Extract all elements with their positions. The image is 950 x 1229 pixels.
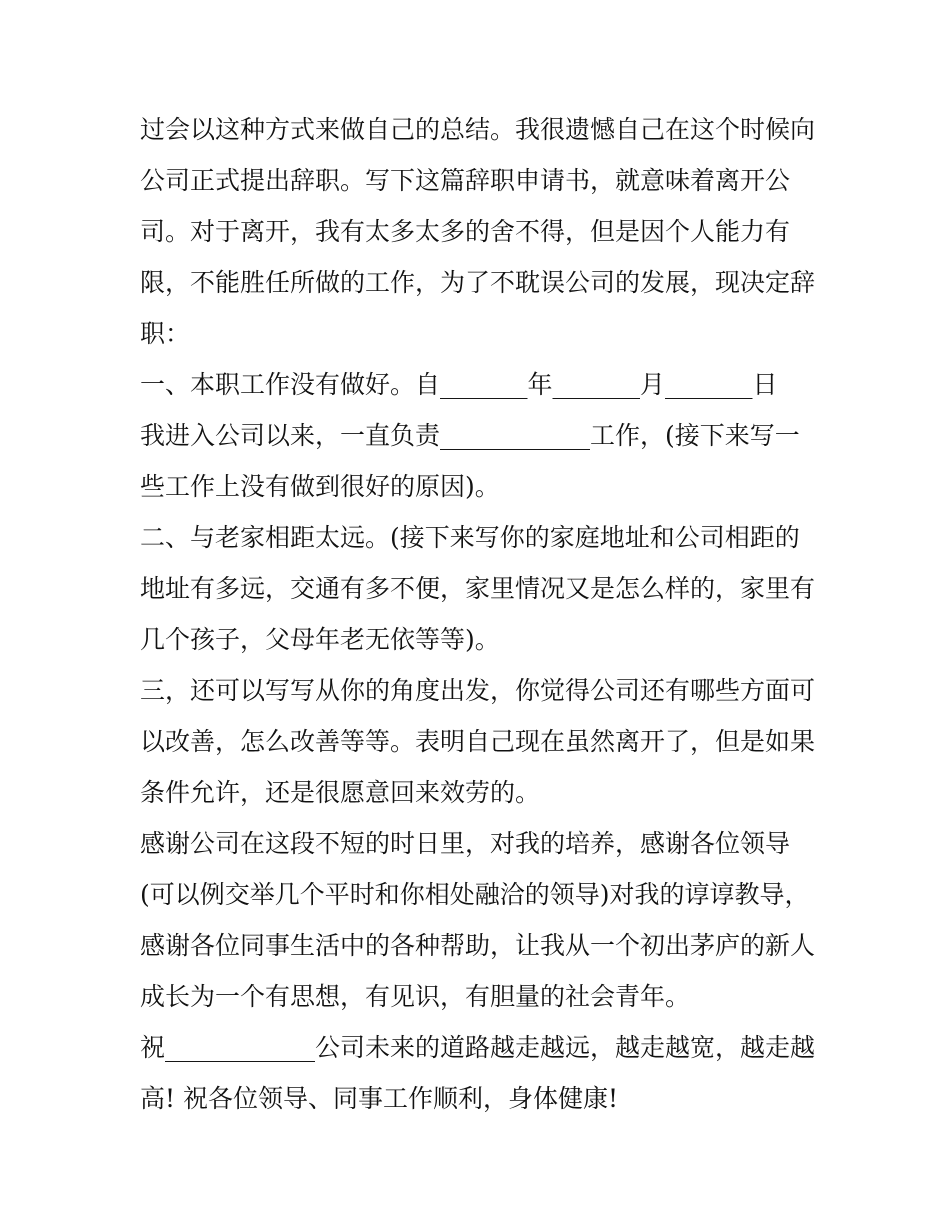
body-line: 限，不能胜任所做的工作，为了不耽误公司的发展，现决定辞 — [140, 268, 816, 297]
body-line: 一、本职工作没有做好。自_______年_______月_______日 — [140, 370, 778, 399]
body-line: 职： — [140, 319, 191, 348]
body-line: 司。对于离开，我有太多太多的舍不得，但是因个人能力有 — [140, 217, 791, 246]
body-line: 过会以这种方式来做自己的总结。我很遗憾自己在这个时候向 — [140, 115, 816, 144]
body-line: 祝____________公司未来的道路越走越远，越走越宽，越走越 — [140, 1033, 816, 1062]
body-line: 我进入公司以来，一直负责____________工作，(接下来写一 — [140, 421, 800, 450]
body-line: 二、与老家相距太远。(接下来写你的家庭地址和公司相距的 — [140, 523, 800, 552]
body-line: 几个孩子，父母年老无依等等)。 — [140, 625, 500, 654]
body-line: 高! 祝各位领导、同事工作顺利，身体健康! — [140, 1084, 619, 1113]
document-body — [140, 104, 820, 1124]
body-line: 地址有多远，交通有多不便，家里情况又是怎么样的，家里有 — [140, 574, 816, 603]
body-line: 以改善，怎么改善等等。表明自己现在虽然离开了，但是如果 — [140, 727, 816, 756]
body-line: 三，还可以写写从你的角度出发，你觉得公司还有哪些方面可 — [140, 676, 816, 705]
body-line: 公司正式提出辞职。写下这篇辞职申请书，就意味着离开公 — [140, 166, 791, 195]
body-line: 感谢各位同事生活中的各种帮助，让我从一个初出茅庐的新人 — [140, 931, 816, 960]
body-line: 条件允许，还是很愿意回来效劳的。 — [140, 778, 541, 807]
body-line: 感谢公司在这段不短的时日里，对我的培养，感谢各位领导 — [140, 829, 791, 858]
body-line: 成长为一个有思想，有见识，有胆量的社会青年。 — [140, 982, 691, 1011]
body-line: (可以例交举几个平时和你相处融洽的领导)对我的谆谆教导， — [140, 880, 810, 909]
body-line: 些工作上没有做到很好的原因)。 — [140, 472, 500, 501]
